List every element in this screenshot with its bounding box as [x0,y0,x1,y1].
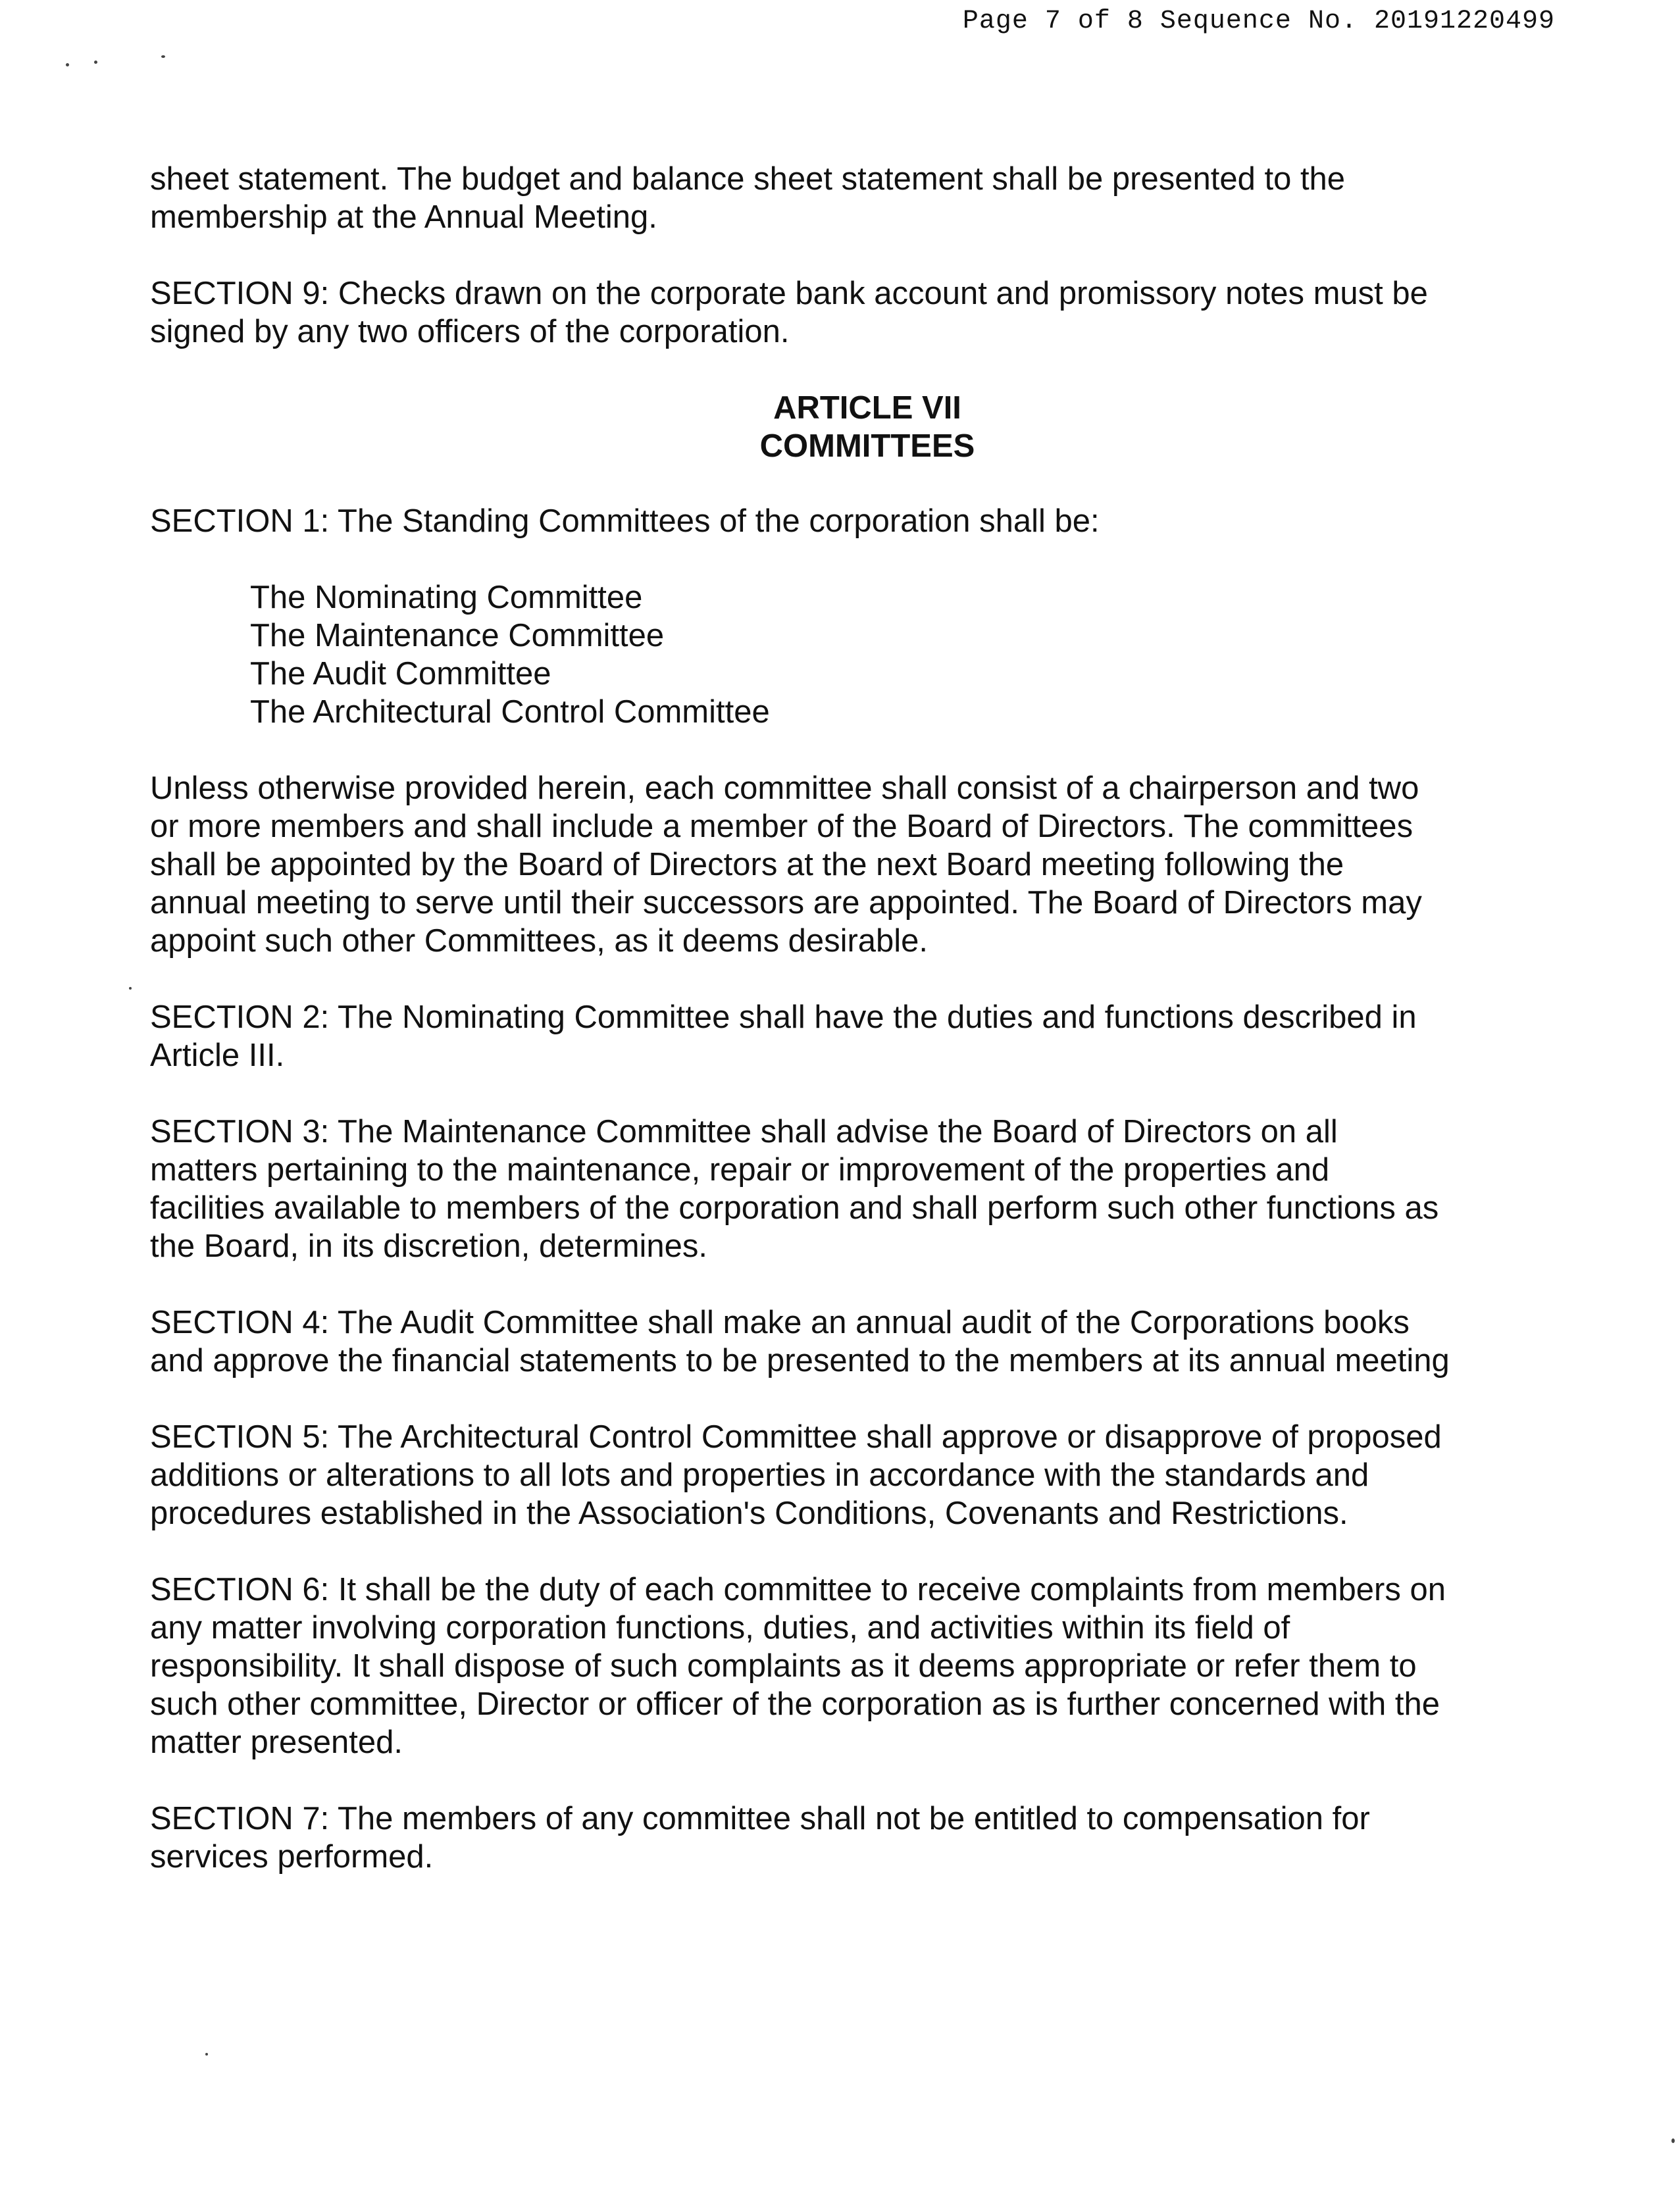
article-number: ARTICLE VII [773,390,961,426]
text-line: and approve the financial statements to be presented to the members at its annual meeting [150,1343,1450,1378]
text-line: responsibility. It shall dispose of such complaints as it deems appropriate or refer them to [150,1648,1417,1684]
text-line: such other committee, Director or officer of the corporation as is further concerned with the [150,1686,1440,1722]
text-line: procedures established in the Association's Conditions, Covenants and Restrictions. [150,1496,1348,1531]
article-title: COMMITTEES [759,428,975,464]
section-1 [150,502,1506,540]
scan-speck [205,2053,208,2056]
section-9 [150,274,1506,351]
text-line: any matter involving corporation functions, duties, and activities within its field of [150,1610,1290,1646]
section-5 [150,1418,1506,1532]
section-6 [150,1571,1506,1761]
text-line: Unless otherwise provided herein, each committee shall consist of a chairperson and two [150,770,1419,806]
text-line: Article III. [150,1038,285,1073]
text-line: SECTION 3: The Maintenance Committee shall advise the Board of Directors on all [150,1114,1338,1149]
scan-speck [129,987,132,990]
list-item: The Nominating Committee [250,580,643,615]
text-line: services performed. [150,1839,434,1875]
text-line: membership at the Annual Meeting. [150,199,657,235]
text-line: SECTION 5: The Architectural Control Committee shall approve or disapprove of proposed [150,1419,1442,1455]
text-line: facilities available to members of the corporation and shall perform such other functions as [150,1190,1439,1226]
scan-speck [1671,2138,1675,2143]
text-line: SECTION 9: Checks drawn on the corporate bank account and promissory notes must be [150,276,1428,311]
committee-composition-paragraph [150,769,1506,960]
article-heading [150,389,1506,465]
document-body [150,160,1506,1914]
text-line: matters pertaining to the maintenance, repair or improvement of the properties and [150,1152,1330,1188]
text-line: sheet statement. The budget and balance sheet statement shall be presented to the [150,161,1346,197]
section-2 [150,998,1506,1074]
list-item: The Architectural Control Committee [250,694,770,730]
text-line: SECTION 7: The members of any committee shall not be entitled to compensation for [150,1801,1370,1836]
section-7 [150,1800,1506,1876]
text-line: signed by any two officers of the corporation. [150,314,790,349]
text-line: SECTION 6: It shall be the duty of each committee to receive complaints from members on [150,1572,1446,1607]
section-4 [150,1303,1506,1380]
text-line: shall be appointed by the Board of Directors at the next Board meeting following the [150,847,1344,882]
text-line: or more members and shall include a member of the Board of Directors. The committees [150,809,1413,844]
text-line: SECTION 4: The Audit Committee shall make an annual audit of the Corporations books [150,1305,1410,1340]
intro-paragraph [150,160,1506,236]
text-line: SECTION 2: The Nominating Committee shall have the duties and functions described in [150,999,1417,1035]
page-sequence-header: Page 7 of 8 Sequence No. 20191220499 [962,7,1555,36]
list-item: The Audit Committee [250,656,551,692]
text-line: matter presented. [150,1725,403,1760]
list-item: The Maintenance Committee [250,618,665,653]
text-line: annual meeting to serve until their successors are appointed. The Board of Directors may [150,885,1422,921]
section-3 [150,1113,1506,1265]
text-line: appoint such other Committees, as it deems desirable. [150,923,929,959]
scan-speck [66,63,69,66]
committee-list [250,578,1506,731]
scan-speck [161,55,165,58]
text-line: SECTION 1: The Standing Committees of the corporation shall be: [150,503,1100,539]
text-line: additions or alterations to all lots and properties in accordance with the standards and [150,1457,1369,1493]
text-line: the Board, in its discretion, determines. [150,1228,708,1264]
scan-speck [94,61,97,64]
